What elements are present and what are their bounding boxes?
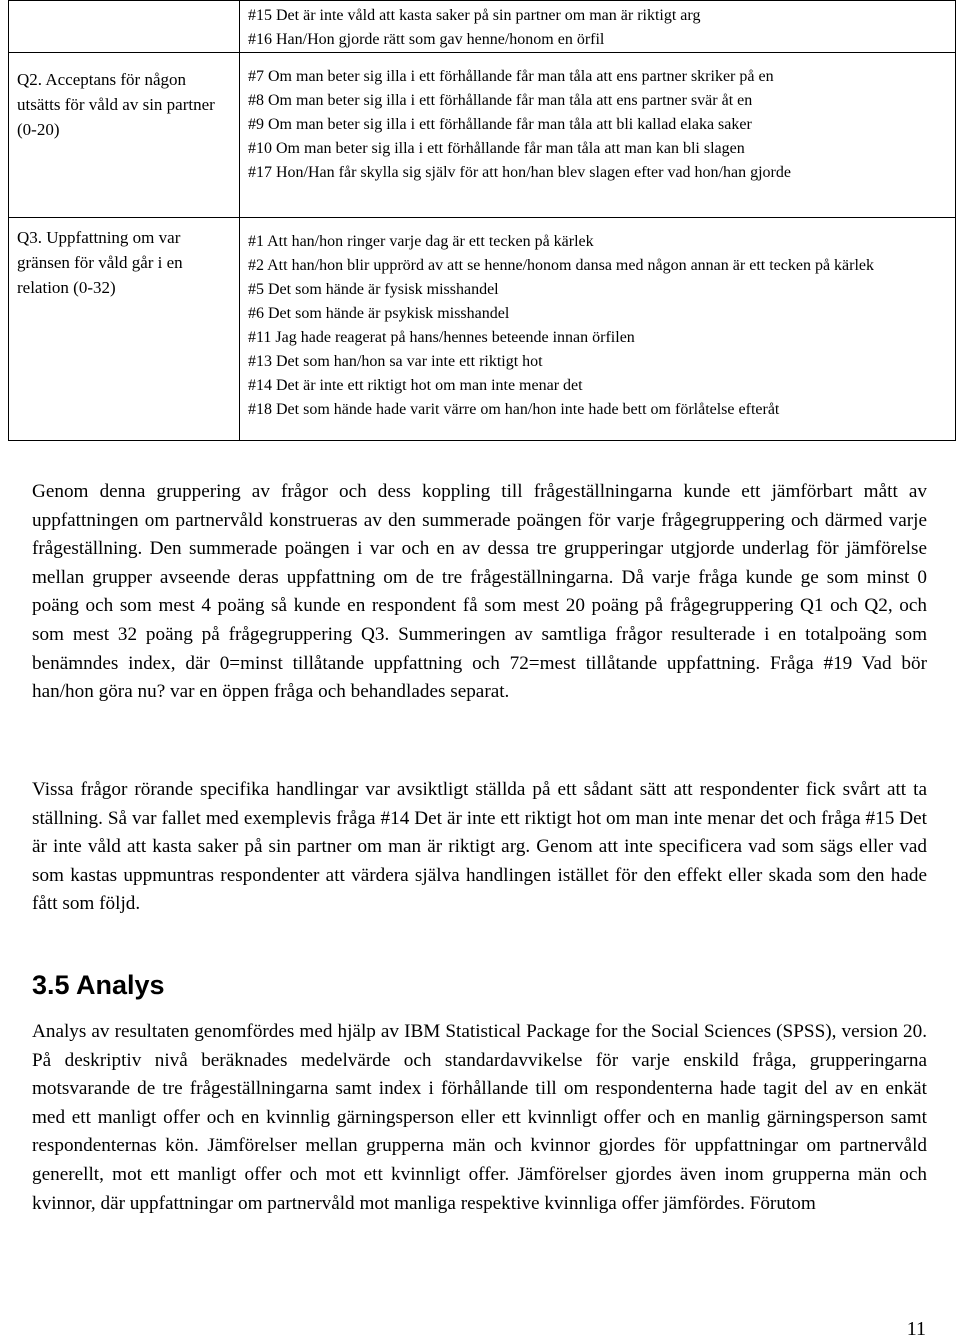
q2-label: Q2. Acceptans för någon utsätts för våld av sin partner (0-20) (17, 70, 215, 139)
list-item: #17 Hon/Han får skylla sig själv för att hon/han blev slagen efter vad hon/han gjorde (248, 164, 791, 181)
list-item: #18 Det som hände hade varit värre om han/hon inte hade bett om förlåtelse efteråt (248, 401, 780, 418)
list-item: #9 Om man beter sig illa i ett förhållande får man tåla att bli kallad elaka saker (248, 116, 752, 133)
paragraph-grouping: Genom denna gruppering av frågor och dess koppling till frågeställningarna kunde ett jämförbart mått av uppfattningen om partnervåld konstrueras av den summerade poängen för varje frågegruppering och därmed varje frågeställning. Den summerade poängen i var och en av dessa tre grupperingar utgjorde underlag för jämförelse mellan grupper avseende deras uppfattning om de tre frågeställningarna. Då varje fråga kunde ge som minst 0 poäng och som mest 4 poäng så kunde en respondent få som mest 20 poäng på frågegruppering Q1 och Q2, och som mest 32 poäng på frågegruppering Q3. Summeringen av samtliga frågor resulterade i en totalpoäng som benämndes index, där 0=minst tillåtande uppfattning och 72=mest tillåtande uppfattning. Fråga #19 Vad bör han/hon göra nu? var en öppen fråga och behandlades separat. (32, 481, 927, 703)
list-item: #6 Det som hände är psykisk misshandel (248, 305, 510, 322)
table-label-cell (9, 218, 240, 441)
table-items-cell (240, 218, 956, 441)
table-label-cell (9, 53, 240, 218)
table-row (9, 218, 956, 441)
table-items-cell (240, 53, 956, 218)
list-item: #15 Det är inte våld att kasta saker på sin partner om man är riktigt arg (248, 7, 701, 24)
paragraph-analysis: Analys av resultaten genomfördes med hjälp av IBM Statistical Package for the Social Sciences (SPSS), version 20. På deskriptiv nivå beräknades medelvärde och standardavvikelse för varje enskild fråga, grupperingarna motsvarande de tre frågeställningarna samt index i förhållande till om respondenterna hade tagit del av en enkät med ett manligt offer och en kvinnlig gärningsperson eller ett kvinnligt offer och en manlig gärningsperson samt respondenternas kön. Jämförelser mellan grupperna män och kvinnor gjordes för uppfattningar om partnervåld generellt, mot ett manligt offer och mot ett kvinnligt offer. Jämförelser gjordes även inom grupperna män och kvinnor, där uppfattningar om partnervåld mot manliga respektive kvinnliga offer jämfördes. Förutom (32, 1021, 927, 1214)
table-items-cell (240, 1, 956, 53)
list-item: #10 Om man beter sig illa i ett förhållande får man tåla att man kan bli slagen (248, 140, 745, 157)
list-item: #2 Att han/hon blir upprörd av att se henne/honom dansa med någon annan är ett tecken på kärlek (248, 257, 875, 274)
list-item: #7 Om man beter sig illa i ett förhållande får man tåla att ens partner skriker på en (248, 68, 774, 85)
paragraph-specific-actions: Vissa frågor rörande specifika handlingar var avsiktligt ställda på ett sådant sätt att respondenter fick svårt att ta ställning. Så var fallet med exemplevis fråga #14 Det är inte ett riktigt hot om man inte menar det och fråga #15 Det är inte våld att kasta saker på sin partner om man är riktigt arg. Genom att inte specificera vad som sägs eller vad som kastas uppmuntras respondenter att värdera själva handlingen istället för den effekt eller skada som den hade fått som följd. (32, 779, 927, 915)
list-item: #1 Att han/hon ringer varje dag är ett tecken på kärlek (248, 233, 594, 250)
q3-label: Q3. Uppfattning om var gränsen för våld går i en relation (0-32) (17, 228, 183, 297)
list-item: #11 Jag hade reagerat på hans/hennes beteende innan örfilen (248, 329, 635, 346)
list-item: #16 Han/Hon gjorde rätt som gav henne/honom en örfil (248, 31, 605, 48)
page-number: 11 (906, 1318, 926, 1340)
table-row (9, 1, 956, 53)
list-item: #8 Om man beter sig illa i ett förhållande får man tåla att ens partner svär åt en (248, 92, 753, 109)
question-grouping-table (8, 0, 956, 441)
table-row (9, 53, 956, 218)
list-item: #5 Det som hände är fysisk misshandel (248, 281, 499, 298)
section-heading: 3.5 Analys (32, 970, 165, 1000)
table-label-cell (9, 1, 240, 53)
list-item: #13 Det som han/hon sa var inte ett riktigt hot (248, 353, 543, 370)
list-item: #14 Det är inte ett riktigt hot om man inte menar det (248, 377, 583, 394)
